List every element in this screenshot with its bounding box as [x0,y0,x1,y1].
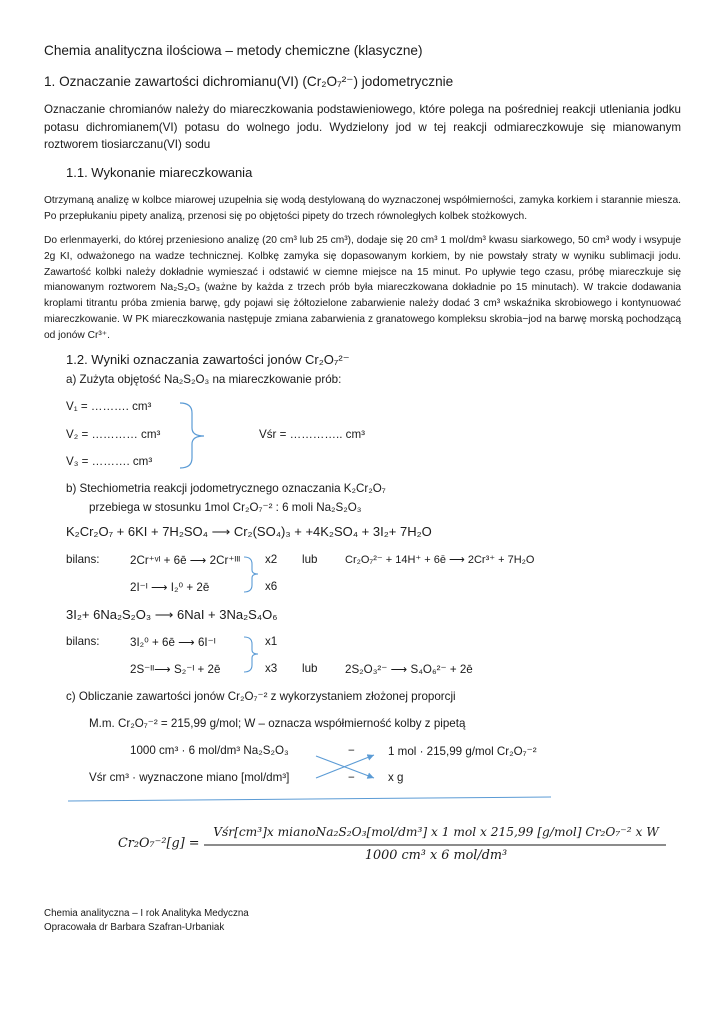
lub-1: lub [302,553,318,566]
half-reaction-i2: 3I₂⁰ + 6ē ⟶ 6I⁻ᴵ [130,636,216,649]
section-1-heading: 1. Oznaczanie zawartości dichromianu(VI) (Cr₂O₇²⁻) jodometrycznie [44,74,454,89]
multiplier-x1: x1 [265,635,278,648]
proportion-right-2: x g [388,771,404,784]
bilans2-brace [244,637,258,672]
item-c-text: c) Obliczanie zawartości jonów Cr₂O₇⁻² z wykorzystaniem złożonej proporcji [66,690,456,703]
intro-paragraph: Oznaczanie chromianów należy do miareczkowania podstawieniowego, które polega na pośredniej reakcji utleniania jodku potasu dichromianem(VI) potasu do wolnego jodu. Wydzielony jod w tej reakcji odmiareczkowuje się mianowanym roztworem tiosiarczanu(VI) sodu [44,103,681,152]
section-1-1-heading: 1.1. Wykonanie miareczkowania [66,165,253,180]
lub-2: lub [302,662,318,675]
formula-denominator: 1000 cm³ x 6 mol/dm³ [364,848,508,863]
half-reaction-cr-alt: Cr₂O₇²⁻ + 14H⁺ + 6ē ⟶ 2Cr³⁺ + 7H₂O [345,554,535,566]
molar-mass-line: M.m. Cr₂O₇⁻² = 215,99 g/mol; W – oznacza współmierność kolby z pipetą [89,717,466,730]
multiplier-x2: x2 [265,553,278,566]
procedure-paragraph-2: Do erlenmayerki, do której przeniesiono analizę (20 cm³ lub 25 cm³), dodaje się 20 cm³ 1 mol/dm³ kwasu siarkowego, 50 cm³ wody i wsypuje 2g KI, odważonego na wadze technicznej. Kolbkę zamyka się dopasowanym korkiem, by nie powstały straty w wyniku sublimacji jodu. Zawartość kolbki należy dokładnie wymieszać i odstawić w ciemne miejsce na 15 minut. Po upływie tego czasu, próbę miareczkuje się mianowanym roztworem Na₂S₂O₃ (ważne by każda z trzech prób była miareczkowana dokładnie po 15 minutach). W trakcie dodawania kroplami titrantu próba zmienia barwę, gdy pojawi się żółtozielone zabarwienie należy dodać 3 cm³ wskaźnika skrobiowego i kontynuować miareczkowanie. W PK miareczkowania następuje zmiana zabarwienia z granatowego kompleksu skrobia−jod na barwę morską pochodzącą od jonów Cr³⁺. [44,235,681,341]
volume-vsr: Vśr = ………….. cm³ [259,428,365,441]
proportion-left-2: Vśr cm³ · wyznaczone miano [mol/dm³] [89,771,290,784]
multiplier-x6: x6 [265,580,278,593]
formula-numerator: Vśr[cm³]x mianoNa₂S₂O₃[mol/dm³] x 1 mol x 215,99 [g/mol] Cr₂O₇⁻² x W [213,825,659,839]
proportion-dash-1: − [348,744,355,757]
footer-line-2: Opracowała dr Barbara Szafran-Urbaniak [44,922,225,933]
volume-v2: V₂ = ………… cm³ [66,428,161,441]
formula-lhs: Cr₂O₇⁻²[g] = [118,836,200,851]
half-reaction-s: 2S⁻ᴵᴵ⟶ S₂⁻ᴵ + 2ē [130,663,221,676]
volume-v1: V₁ = ………. cm³ [66,400,152,413]
item-a-text: a) Zużyta objętość Na₂S₂O₃ na miareczkowanie prób: [66,373,342,386]
footer-line-1: Chemia analityczna – I rok Analityka Medyczna [44,908,249,919]
proportion-dash-2: − [348,771,355,784]
proportion-left-1: 1000 cm³ · 6 mol/dm³ Na₂S₂O₃ [130,744,289,757]
volumes-brace [180,403,204,468]
multiplier-x3: x3 [265,662,278,675]
volume-v3: V₃ = ………. cm³ [66,455,153,468]
reaction-equation-2: 3I₂+ 6Na₂S₂O₃ ⟶ 6NaI + 3Na₂S₄O₆ [66,607,278,622]
item-b-ratio: przebiega w stosunku 1mol Cr₂O₇⁻² : 6 moli Na₂S₂O₃ [89,501,362,514]
reaction-equation-1: K₂Cr₂O₇ + 6KI + 7H₂SO₄ ⟶ Cr₂(SO₄)₃ + +4K₂SO₄ + 3I₂+ 7H₂O [66,524,432,539]
bilans-label-2: bilans: [66,635,100,648]
bilans-label-1: bilans: [66,553,100,566]
half-reaction-s-alt: 2S₂O₃²⁻ ⟶ S₄O₆²⁻ + 2ē [345,663,473,676]
section-1-2-heading: 1.2. Wyniki oznaczania zawartości jonów Cr₂O₇²⁻ [66,352,350,367]
document-title: Chemia analityczna ilościowa – metody chemiczne (klasyczne) [44,43,423,58]
proportion-right-1: 1 mol · 215,99 g/mol Cr₂O₇⁻² [388,745,537,758]
bilans1-brace [244,557,258,592]
half-reaction-i: 2I⁻ᴵ ⟶ I₂⁰ + 2ē [130,581,210,594]
procedure-paragraph-1: Otrzymaną analizę w kolbce miarowej uzupełnia się wodą destylowaną do wyznaczonej współmierności, zamyka korkiem i starannie miesza. Po przepłukaniu pipety analizą, przenosi się po objętości pipety do trzech równoległych kolbek stożkowych. [44,195,681,222]
half-reaction-cr: 2Cr⁺ᵛᴵ + 6ē ⟶ 2Cr⁺ᴵᴵᴵ [130,554,241,567]
separator-line [68,797,551,801]
item-b-text: b) Stechiometria reakcji jodometrycznego oznaczania K₂Cr₂O₇ [66,482,386,495]
